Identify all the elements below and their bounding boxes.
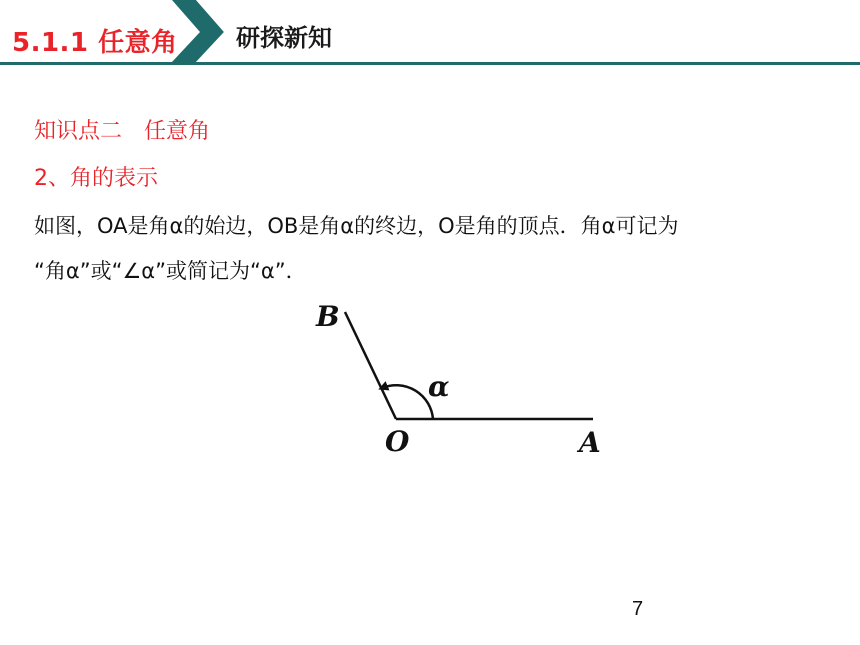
page-number: 7 — [632, 598, 644, 620]
label-b: B — [316, 300, 340, 333]
paragraph-line-1: 如图，OA是角α的始边，OB是角α的终边，O是角的顶点．角α可记为 — [34, 214, 679, 238]
header-banner — [0, 0, 860, 70]
knowledge-point-heading: 知识点二 任意角 — [34, 119, 211, 144]
ray-ob — [345, 312, 396, 419]
section-label: 5.1.1 任意角 — [12, 28, 178, 58]
label-o: O — [385, 425, 410, 458]
sub-heading: 2、角的表示 — [34, 166, 158, 191]
header-divider — [0, 62, 860, 65]
label-alpha: α — [428, 370, 450, 403]
paragraph-line-2: “角α”或“∠α”或简记为“α”． — [34, 259, 307, 283]
angle-arc — [382, 385, 433, 419]
label-a: A — [579, 426, 601, 459]
header-title: 研探新知 — [236, 24, 332, 52]
angle-figure — [300, 296, 620, 471]
